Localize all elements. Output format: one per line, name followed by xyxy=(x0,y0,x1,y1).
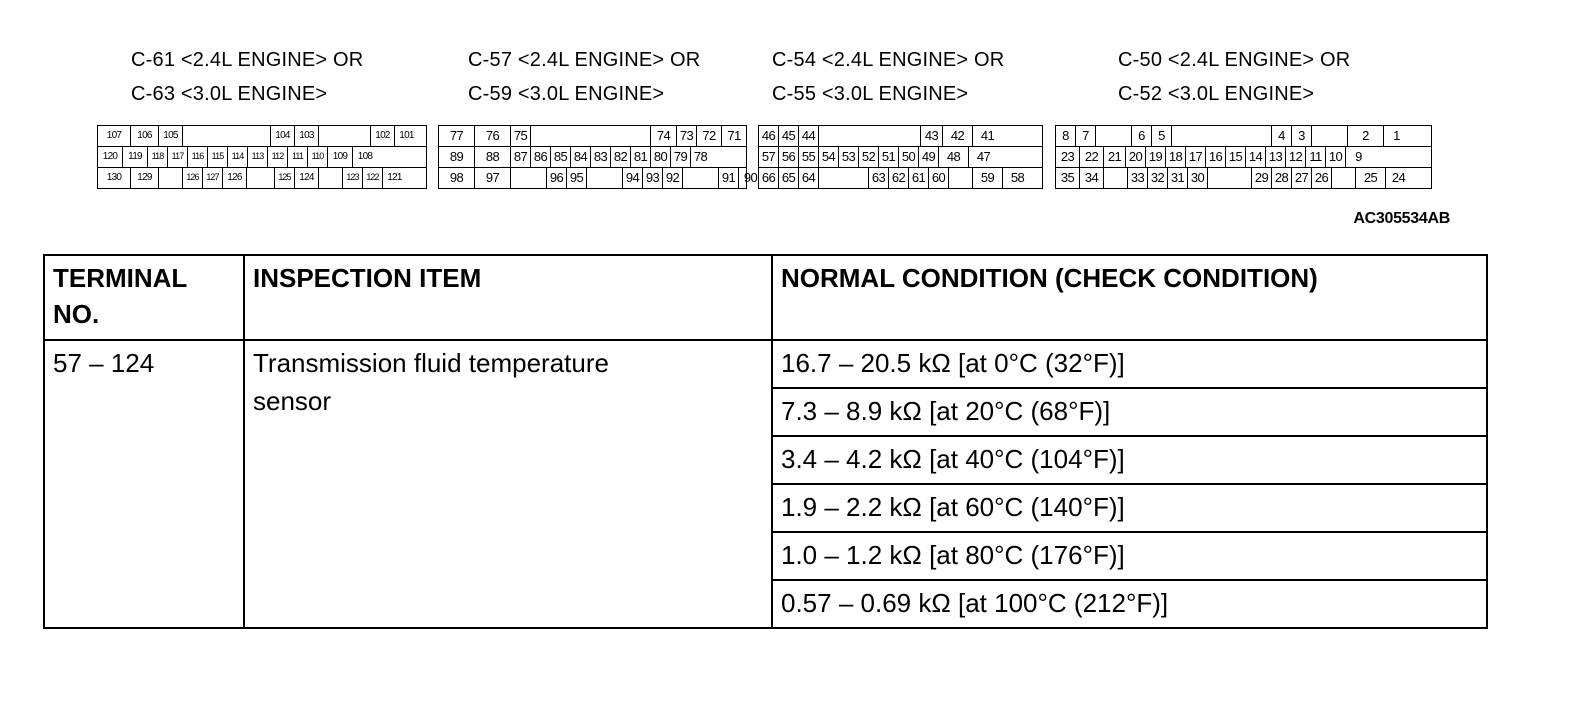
pin-cell: 109 xyxy=(327,146,352,167)
pin-cell: 22 xyxy=(1079,146,1103,167)
pin-cell: 106 xyxy=(130,125,158,146)
pin-cell: 105 xyxy=(158,125,182,146)
pin-blank xyxy=(818,125,920,146)
pin-cell: 46 xyxy=(758,125,778,146)
pin-blank xyxy=(318,125,370,146)
pin-cell: 64 xyxy=(798,167,818,188)
pin-cell: 20 xyxy=(1125,146,1145,167)
pin-cell: 51 xyxy=(878,146,898,167)
pin-cell: 42 xyxy=(942,125,972,146)
pin-cell: 125 xyxy=(274,167,294,188)
terminal-cell: 57 – 124 xyxy=(44,340,244,628)
pin-cell: 80 xyxy=(650,146,670,167)
pin-cell: 93 xyxy=(642,167,662,188)
pin-cell: 75 xyxy=(510,125,530,146)
pin-cell: 14 xyxy=(1245,146,1265,167)
pin-cell: 119 xyxy=(122,146,147,167)
pin-cell: 114 xyxy=(227,146,247,167)
pin-blank xyxy=(586,167,622,188)
pin-blank xyxy=(246,167,274,188)
pin-cell: 1 xyxy=(1383,125,1409,146)
pin-cell: 124 xyxy=(294,167,318,188)
pin-row xyxy=(1055,125,1409,146)
pin-cell: 62 xyxy=(888,167,908,188)
pin-cell: 85 xyxy=(550,146,570,167)
pin-cell: 24 xyxy=(1385,167,1411,188)
pin-cell: 127 xyxy=(202,167,222,188)
pin-blank xyxy=(530,125,650,146)
connector-title-line: C-63 <3.0L ENGINE> xyxy=(131,83,328,105)
pin-blank xyxy=(318,167,342,188)
connector-title-line: C-52 <3.0L ENGINE> xyxy=(1118,83,1315,105)
pin-cell: 77 xyxy=(438,125,474,146)
pin-cell: 76 xyxy=(474,125,510,146)
pin-cell: 50 xyxy=(898,146,918,167)
pin-cell: 86 xyxy=(530,146,550,167)
pin-cell: 121 xyxy=(382,167,406,188)
condition-cell: 3.4 – 4.2 kΩ [at 40°C (104°F)] xyxy=(772,436,1487,484)
pin-cell: 28 xyxy=(1271,167,1291,188)
pin-cell: 73 xyxy=(676,125,696,146)
pin-cell: 7 xyxy=(1075,125,1095,146)
pin-cell: 66 xyxy=(758,167,778,188)
pin-cell: 123 xyxy=(342,167,362,188)
pin-cell: 90 xyxy=(738,167,762,188)
row-divider xyxy=(438,146,746,147)
row-divider xyxy=(758,167,1042,168)
pin-cell: 41 xyxy=(972,125,1002,146)
pin-row xyxy=(97,125,418,146)
pin-cell: 26 xyxy=(1311,167,1331,188)
pin-cell: 11 xyxy=(1305,146,1325,167)
pin-cell: 12 xyxy=(1285,146,1305,167)
pin-cell: 19 xyxy=(1145,146,1165,167)
pin-cell: 78 xyxy=(690,146,710,167)
pin-cell: 44 xyxy=(798,125,818,146)
pin-cell: 8 xyxy=(1055,125,1075,146)
connector-title-line: C-61 <2.4L ENGINE> OR xyxy=(131,49,364,71)
pin-cell: 88 xyxy=(474,146,510,167)
pin-cell: 111 xyxy=(287,146,307,167)
pin-cell: 45 xyxy=(778,125,798,146)
pin-row xyxy=(438,146,710,167)
pin-cell: 5 xyxy=(1151,125,1171,146)
pin-cell: 16 xyxy=(1205,146,1225,167)
pin-blank xyxy=(1095,125,1131,146)
pin-cell: 32 xyxy=(1147,167,1167,188)
row-divider xyxy=(1055,146,1431,147)
pin-cell: 29 xyxy=(1251,167,1271,188)
connector-title-line: C-54 <2.4L ENGINE> OR xyxy=(772,49,1005,71)
table-header-row xyxy=(44,255,1487,340)
header-inspection-item: INSPECTION ITEM xyxy=(244,255,772,340)
pin-cell: 74 xyxy=(650,125,676,146)
pin-cell: 33 xyxy=(1127,167,1147,188)
pin-cell: 31 xyxy=(1167,167,1187,188)
pin-row xyxy=(758,146,998,167)
connector-title-4 xyxy=(1118,43,1350,111)
pin-blank xyxy=(510,167,546,188)
pin-cell: 35 xyxy=(1055,167,1079,188)
pin-cell: 101 xyxy=(394,125,418,146)
header-normal-condition: NORMAL CONDITION (CHECK CONDITION) xyxy=(772,255,1487,340)
pin-cell: 110 xyxy=(307,146,327,167)
pin-cell: 103 xyxy=(294,125,318,146)
header-terminal: TERMINAL NO. xyxy=(44,255,244,340)
connector-title-3 xyxy=(772,43,1004,111)
row-divider xyxy=(758,146,1042,147)
pin-cell: 115 xyxy=(207,146,227,167)
connector-title-1 xyxy=(131,43,363,111)
row-divider xyxy=(97,146,426,147)
pin-cell: 97 xyxy=(474,167,510,188)
pin-blank xyxy=(1171,125,1271,146)
pin-cell: 10 xyxy=(1325,146,1345,167)
pin-blank xyxy=(1331,167,1355,188)
pin-cell: 54 xyxy=(818,146,838,167)
pin-cell: 55 xyxy=(798,146,818,167)
pin-cell: 126 xyxy=(222,167,246,188)
pin-cell: 34 xyxy=(1079,167,1103,188)
inspection-item-cell: Transmission fluid temperature sensor xyxy=(244,340,772,628)
pin-cell: 9 xyxy=(1345,146,1371,167)
pin-cell: 118 xyxy=(147,146,167,167)
pin-cell: 94 xyxy=(622,167,642,188)
pin-cell: 95 xyxy=(566,167,586,188)
pin-cell: 57 xyxy=(758,146,778,167)
pin-row xyxy=(438,125,746,146)
pin-cell: 92 xyxy=(662,167,682,188)
connector-title-line: C-59 <3.0L ENGINE> xyxy=(468,83,665,105)
connector-title-line: C-50 <2.4L ENGINE> OR xyxy=(1118,49,1351,71)
pin-blank xyxy=(1311,125,1347,146)
pin-cell: 120 xyxy=(97,146,122,167)
pin-cell: 47 xyxy=(968,146,998,167)
row-divider xyxy=(1055,167,1431,168)
connector-title-line: C-55 <3.0L ENGINE> xyxy=(772,83,969,105)
pin-cell: 53 xyxy=(838,146,858,167)
pin-cell: 91 xyxy=(718,167,738,188)
pin-cell: 63 xyxy=(868,167,888,188)
connector-title-2 xyxy=(468,43,700,111)
pin-blank xyxy=(818,167,868,188)
pin-cell: 72 xyxy=(696,125,721,146)
pin-cell: 122 xyxy=(362,167,382,188)
pin-cell: 71 xyxy=(721,125,746,146)
pin-row xyxy=(97,146,377,167)
pin-blank xyxy=(182,125,270,146)
pin-cell: 89 xyxy=(438,146,474,167)
pin-cell: 13 xyxy=(1265,146,1285,167)
pin-cell: 23 xyxy=(1055,146,1079,167)
pin-cell: 130 xyxy=(97,167,130,188)
pin-cell: 48 xyxy=(938,146,968,167)
pin-cell: 102 xyxy=(370,125,394,146)
pin-cell: 107 xyxy=(97,125,130,146)
pin-cell: 4 xyxy=(1271,125,1291,146)
pin-cell: 126 xyxy=(182,167,202,188)
pin-cell: 25 xyxy=(1355,167,1385,188)
pin-cell: 59 xyxy=(972,167,1002,188)
inspection-table xyxy=(43,254,1488,629)
condition-cell: 1.0 – 1.2 kΩ [at 80°C (176°F)] xyxy=(772,532,1487,580)
pin-blank xyxy=(1207,167,1251,188)
pin-cell: 2 xyxy=(1347,125,1383,146)
pin-cell: 81 xyxy=(630,146,650,167)
pin-cell: 98 xyxy=(438,167,474,188)
pin-cell: 61 xyxy=(908,167,928,188)
pin-cell: 30 xyxy=(1187,167,1207,188)
pin-cell: 17 xyxy=(1185,146,1205,167)
pin-blank xyxy=(1103,167,1127,188)
pin-cell: 65 xyxy=(778,167,798,188)
pin-cell: 116 xyxy=(187,146,207,167)
row-divider xyxy=(438,167,746,168)
pin-cell: 104 xyxy=(270,125,294,146)
condition-cell: 16.7 – 20.5 kΩ [at 0°C (32°F)] xyxy=(772,340,1487,388)
pin-cell: 82 xyxy=(610,146,630,167)
pin-cell: 56 xyxy=(778,146,798,167)
pin-cell: 83 xyxy=(590,146,610,167)
pin-blank xyxy=(158,167,182,188)
pin-cell: 113 xyxy=(247,146,267,167)
pin-cell: 79 xyxy=(670,146,690,167)
pin-cell: 117 xyxy=(167,146,187,167)
pin-cell: 6 xyxy=(1131,125,1151,146)
pin-cell: 15 xyxy=(1225,146,1245,167)
pin-row xyxy=(438,167,762,188)
pin-row xyxy=(1055,146,1371,167)
pin-cell: 112 xyxy=(267,146,287,167)
pin-cell: 49 xyxy=(918,146,938,167)
pin-cell: 27 xyxy=(1291,167,1311,188)
pin-cell: 52 xyxy=(858,146,878,167)
pin-row xyxy=(758,125,1002,146)
pin-cell: 3 xyxy=(1291,125,1311,146)
row-divider xyxy=(97,167,426,168)
condition-cell: 7.3 – 8.9 kΩ [at 20°C (68°F)] xyxy=(772,388,1487,436)
pin-cell: 43 xyxy=(920,125,942,146)
pin-cell: 129 xyxy=(130,167,158,188)
pin-cell: 96 xyxy=(546,167,566,188)
pin-blank xyxy=(682,167,718,188)
pin-row xyxy=(97,167,406,188)
pin-cell: 60 xyxy=(928,167,948,188)
condition-cell: 1.9 – 2.2 kΩ [at 60°C (140°F)] xyxy=(772,484,1487,532)
pin-cell: 87 xyxy=(510,146,530,167)
pin-cell: 108 xyxy=(352,146,377,167)
table-row xyxy=(44,340,1487,388)
pin-cell: 21 xyxy=(1103,146,1125,167)
pin-row xyxy=(758,167,1032,188)
pin-cell: 84 xyxy=(570,146,590,167)
pin-cell: 18 xyxy=(1165,146,1185,167)
connector-title-line: C-57 <2.4L ENGINE> OR xyxy=(468,49,701,71)
pin-blank xyxy=(948,167,972,188)
pin-row xyxy=(1055,167,1411,188)
pin-cell: 58 xyxy=(1002,167,1032,188)
figure-id: AC305534AB xyxy=(1353,210,1450,227)
condition-cell: 0.57 – 0.69 kΩ [at 100°C (212°F)] xyxy=(772,580,1487,628)
